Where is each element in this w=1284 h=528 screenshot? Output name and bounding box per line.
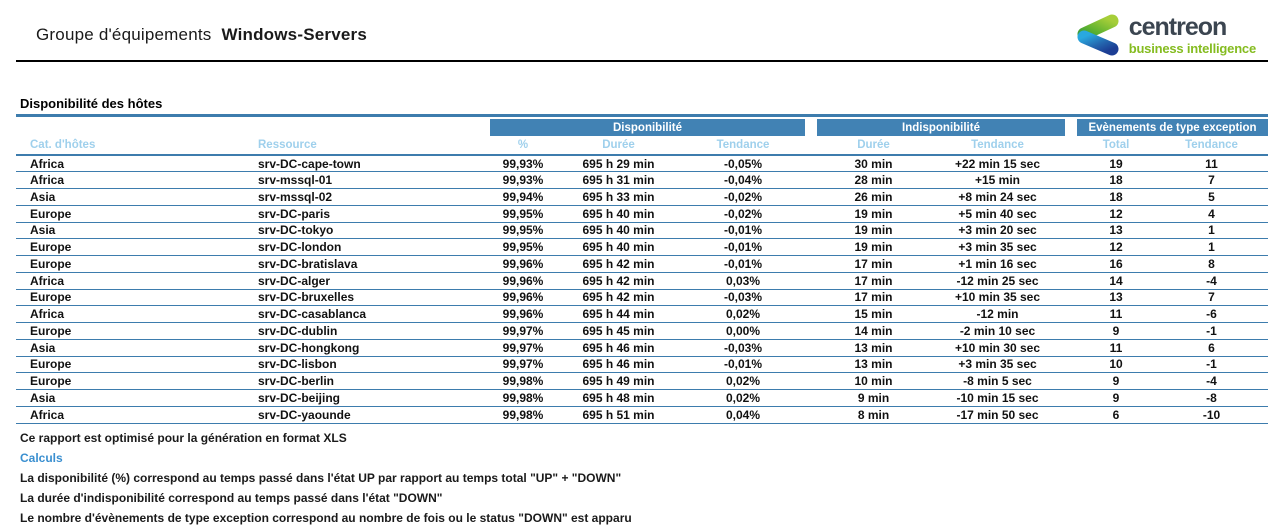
cell: 14 min (817, 323, 930, 340)
cell: 99,97% (490, 339, 556, 356)
col-header-unavailability-trend: Tendance (930, 136, 1065, 155)
cell: 15 min (817, 306, 930, 323)
cell: +5 min 40 sec (930, 205, 1065, 222)
note-unavailability: La durée d'indisponibilité correspond au temps passé dans l'état "DOWN" (20, 490, 443, 505)
cell: srv-DC-paris (250, 205, 490, 222)
cell: 695 h 42 min (556, 256, 681, 273)
cell: 695 h 42 min (556, 289, 681, 306)
cell: Europe (16, 356, 250, 373)
cell: -0,03% (681, 339, 805, 356)
cell: Europe (16, 373, 250, 390)
cell: 695 h 45 min (556, 323, 681, 340)
cell: 1 (1155, 239, 1268, 256)
cell: 695 h 46 min (556, 356, 681, 373)
cell: 9 (1077, 323, 1155, 340)
centreon-logo-text (1129, 15, 1256, 55)
logo-brand-name: centreon (1128, 13, 1227, 41)
cell: Africa (16, 272, 250, 289)
cell: -0,05% (681, 155, 805, 172)
table-row (16, 306, 1268, 323)
group-header-exception-events: Evènements de type exception (1077, 119, 1268, 136)
cell: srv-DC-beijing (250, 390, 490, 407)
cell: -10 (1155, 406, 1268, 423)
col-header-availability-trend: Tendance (681, 136, 805, 155)
cell: 0,02% (681, 390, 805, 407)
table-row (16, 272, 1268, 289)
cell: 695 h 48 min (556, 390, 681, 407)
column-gap (805, 222, 817, 239)
cell: Africa (16, 406, 250, 423)
cell: Africa (16, 306, 250, 323)
xls-note: Ce rapport est optimisé pour la génération en format XLS (20, 430, 347, 445)
cell: 695 h 40 min (556, 239, 681, 256)
cell: 0,03% (681, 272, 805, 289)
table-row (16, 222, 1268, 239)
cell: srv-DC-alger (250, 272, 490, 289)
cell: 28 min (817, 172, 930, 189)
cell: -1 (1155, 356, 1268, 373)
column-gap (1065, 356, 1077, 373)
group-header-empty (16, 119, 490, 136)
column-gap (805, 373, 817, 390)
cell: Asia (16, 189, 250, 206)
cell: 9 (1077, 373, 1155, 390)
col-header-resource: Ressource (250, 136, 490, 155)
column-gap (805, 289, 817, 306)
col-header-host-category: Cat. d'hôtes (16, 136, 250, 155)
cell: 30 min (817, 155, 930, 172)
cell: srv-DC-cape-town (250, 155, 490, 172)
note-exception-events: Le nombre d'évènements de type exception correspond au nombre de fois ou le status "DOWN" est apparu (20, 510, 632, 525)
cell: 99,98% (490, 373, 556, 390)
cell: -10 min 15 sec (930, 390, 1065, 407)
column-gap (1065, 119, 1077, 136)
group-header-availability: Disponibilité (490, 119, 805, 136)
column-gap (1065, 189, 1077, 206)
cell: 0,02% (681, 373, 805, 390)
cell: Asia (16, 390, 250, 407)
cell: 8 min (817, 406, 930, 423)
cell: 13 min (817, 356, 930, 373)
cell: 13 (1077, 222, 1155, 239)
column-gap (1065, 323, 1077, 340)
col-header-unavailability-duration: Durée (817, 136, 930, 155)
column-gap (1065, 172, 1077, 189)
column-gap (1065, 289, 1077, 306)
column-gap (1065, 239, 1077, 256)
column-gap (1065, 373, 1077, 390)
cell: 19 min (817, 205, 930, 222)
calculs-label: Calculs (20, 450, 63, 465)
table-row (16, 390, 1268, 407)
cell: srv-DC-berlin (250, 373, 490, 390)
column-gap (1065, 339, 1077, 356)
col-header-events-total: Total (1077, 136, 1155, 155)
cell: 99,96% (490, 256, 556, 273)
cell: 7 (1155, 289, 1268, 306)
cell: 695 h 40 min (556, 222, 681, 239)
cell: 99,96% (490, 272, 556, 289)
cell: -8 min 5 sec (930, 373, 1065, 390)
group-header-unavailability: Indisponibilité (817, 119, 1065, 136)
cell: srv-DC-hongkong (250, 339, 490, 356)
cell: -0,02% (681, 205, 805, 222)
table-row (16, 356, 1268, 373)
cell: 99,95% (490, 239, 556, 256)
group-header-row (16, 119, 1268, 136)
column-gap (1065, 272, 1077, 289)
column-header-row (16, 136, 1268, 155)
cell: Africa (16, 155, 250, 172)
cell: +3 min 20 sec (930, 222, 1065, 239)
cell: srv-DC-yaounde (250, 406, 490, 423)
cell: Europe (16, 205, 250, 222)
section-title-underline (16, 114, 1268, 117)
cell: srv-DC-dublin (250, 323, 490, 340)
table-row (16, 289, 1268, 306)
cell: Europe (16, 289, 250, 306)
cell: 695 h 51 min (556, 406, 681, 423)
cell: 99,93% (490, 172, 556, 189)
cell: 99,95% (490, 205, 556, 222)
table-row (16, 189, 1268, 206)
cell: 9 (1077, 390, 1155, 407)
cell: 19 min (817, 239, 930, 256)
column-gap (805, 189, 817, 206)
cell: 12 (1077, 239, 1155, 256)
cell: srv-DC-lisbon (250, 356, 490, 373)
cell: 16 (1077, 256, 1155, 273)
table-row (16, 406, 1268, 423)
cell: 26 min (817, 189, 930, 206)
table-row (16, 205, 1268, 222)
column-gap (1065, 306, 1077, 323)
cell: 0,02% (681, 306, 805, 323)
column-gap (1065, 155, 1077, 172)
cell: 19 min (817, 222, 930, 239)
logo-tagline: business intelligence (1128, 41, 1256, 56)
column-gap (1065, 136, 1077, 155)
cell: +22 min 15 sec (930, 155, 1065, 172)
cell: 1 (1155, 222, 1268, 239)
cell: srv-DC-bruxelles (250, 289, 490, 306)
column-gap (805, 155, 817, 172)
cell: 99,96% (490, 306, 556, 323)
centreon-logo (1074, 12, 1264, 58)
cell: Asia (16, 339, 250, 356)
column-gap (805, 323, 817, 340)
table-row (16, 172, 1268, 189)
cell: -1 (1155, 323, 1268, 340)
section-title: Disponibilité des hôtes (20, 96, 163, 111)
table-row (16, 256, 1268, 273)
cell: 4 (1155, 205, 1268, 222)
cell: srv-mssql-01 (250, 172, 490, 189)
cell: Europe (16, 256, 250, 273)
cell: -4 (1155, 373, 1268, 390)
col-header-events-trend: Tendance (1155, 136, 1268, 155)
cell: 17 min (817, 272, 930, 289)
cell: -0,01% (681, 222, 805, 239)
report-header (0, 0, 1284, 60)
cell: 695 h 44 min (556, 306, 681, 323)
cell: srv-DC-bratislava (250, 256, 490, 273)
cell: -0,01% (681, 239, 805, 256)
cell: 12 (1077, 205, 1155, 222)
cell: 0,04% (681, 406, 805, 423)
cell: 18 (1077, 189, 1155, 206)
table-row (16, 239, 1268, 256)
cell: 9 min (817, 390, 930, 407)
page-title-name: Windows-Servers (221, 25, 367, 44)
column-gap (805, 272, 817, 289)
cell: 19 (1077, 155, 1155, 172)
column-gap (1065, 205, 1077, 222)
cell: 695 h 42 min (556, 272, 681, 289)
cell: -4 (1155, 272, 1268, 289)
cell: -0,04% (681, 172, 805, 189)
column-gap (805, 356, 817, 373)
column-gap (805, 390, 817, 407)
cell: -6 (1155, 306, 1268, 323)
cell: +15 min (930, 172, 1065, 189)
cell: 695 h 40 min (556, 205, 681, 222)
cell: Africa (16, 172, 250, 189)
cell: Europe (16, 239, 250, 256)
cell: +1 min 16 sec (930, 256, 1065, 273)
cell: 11 (1077, 306, 1155, 323)
cell: 99,97% (490, 356, 556, 373)
cell: 5 (1155, 189, 1268, 206)
cell: 695 h 31 min (556, 172, 681, 189)
cell: 11 (1155, 155, 1268, 172)
cell: 10 (1077, 356, 1155, 373)
cell: 99,95% (490, 222, 556, 239)
column-gap (805, 205, 817, 222)
cell: -0,01% (681, 356, 805, 373)
cell: 13 (1077, 289, 1155, 306)
cell: -0,03% (681, 289, 805, 306)
table-row (16, 155, 1268, 172)
cell: +10 min 35 sec (930, 289, 1065, 306)
cell: 7 (1155, 172, 1268, 189)
column-gap (805, 256, 817, 273)
cell: 13 min (817, 339, 930, 356)
cell: 6 (1155, 339, 1268, 356)
cell: -0,01% (681, 256, 805, 273)
centreon-logo-icon (1074, 12, 1120, 58)
cell: 14 (1077, 272, 1155, 289)
cell: -12 min (930, 306, 1065, 323)
cell: 0,00% (681, 323, 805, 340)
note-availability: La disponibilité (%) correspond au temps passé dans l'état UP par rapport au temps total "UP" + "DOWN" (20, 470, 622, 485)
cell: 17 min (817, 256, 930, 273)
cell: -0,02% (681, 189, 805, 206)
report-footnotes (20, 428, 1284, 528)
host-availability-table (16, 119, 1268, 424)
cell: 17 min (817, 289, 930, 306)
column-gap (805, 119, 817, 136)
column-gap (1065, 256, 1077, 273)
cell: 695 h 33 min (556, 189, 681, 206)
cell: +8 min 24 sec (930, 189, 1065, 206)
cell: 99,98% (490, 390, 556, 407)
cell: 695 h 46 min (556, 339, 681, 356)
cell: Asia (16, 222, 250, 239)
column-gap (1065, 406, 1077, 423)
cell: -8 (1155, 390, 1268, 407)
cell: srv-DC-london (250, 239, 490, 256)
table-row (16, 373, 1268, 390)
cell: -17 min 50 sec (930, 406, 1065, 423)
cell: Europe (16, 323, 250, 340)
page-title-prefix: Groupe d'équipements (36, 25, 212, 44)
cell: 695 h 49 min (556, 373, 681, 390)
column-gap (805, 406, 817, 423)
cell: 695 h 29 min (556, 155, 681, 172)
cell: +3 min 35 sec (930, 356, 1065, 373)
cell: 99,94% (490, 189, 556, 206)
cell: 11 (1077, 339, 1155, 356)
column-gap (805, 239, 817, 256)
header-divider (16, 60, 1268, 62)
cell: -2 min 10 sec (930, 323, 1065, 340)
column-gap (805, 136, 817, 155)
column-gap (1065, 222, 1077, 239)
cell: 99,98% (490, 406, 556, 423)
cell: +10 min 30 sec (930, 339, 1065, 356)
page-title (36, 25, 367, 45)
cell: 99,93% (490, 155, 556, 172)
cell: 10 min (817, 373, 930, 390)
cell: srv-DC-casablanca (250, 306, 490, 323)
col-header-availability-duration: Durée (556, 136, 681, 155)
availability-table-body (16, 155, 1268, 423)
cell: srv-mssql-02 (250, 189, 490, 206)
table-row (16, 323, 1268, 340)
cell: 18 (1077, 172, 1155, 189)
cell: -12 min 25 sec (930, 272, 1065, 289)
cell: srv-DC-tokyo (250, 222, 490, 239)
cell: 99,97% (490, 323, 556, 340)
cell: 8 (1155, 256, 1268, 273)
column-gap (805, 306, 817, 323)
table-row (16, 339, 1268, 356)
column-gap (1065, 390, 1077, 407)
cell: 6 (1077, 406, 1155, 423)
cell: 99,96% (490, 289, 556, 306)
column-gap (805, 339, 817, 356)
column-gap (805, 172, 817, 189)
cell: +3 min 35 sec (930, 239, 1065, 256)
col-header-availability-percent: % (490, 136, 556, 155)
